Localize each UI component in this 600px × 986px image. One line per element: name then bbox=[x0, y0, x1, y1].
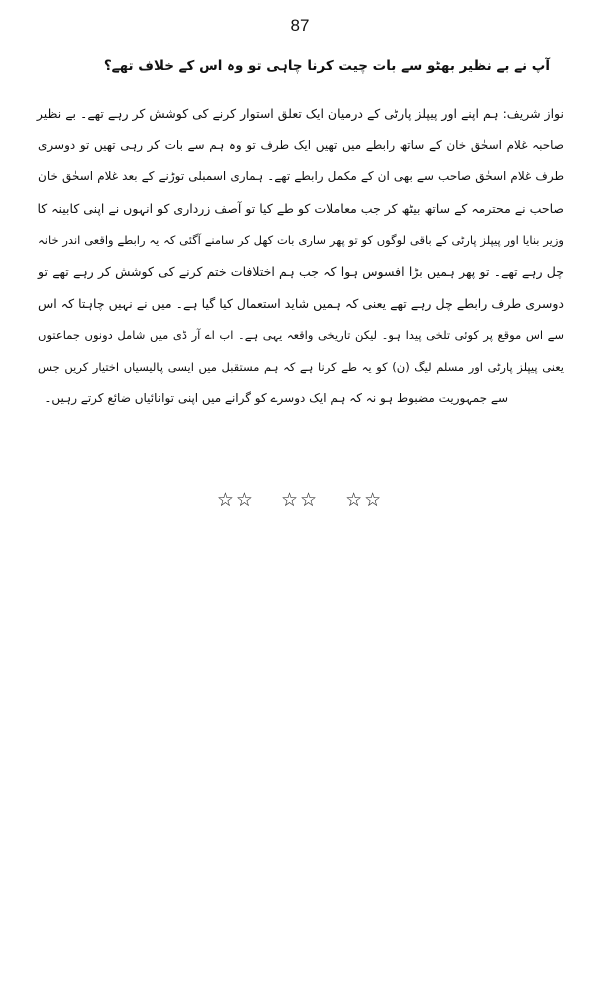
answer-line: چل رہے تھے۔ تو پھر ہمیں بڑا افسوس ہوا کہ جب ہم اختلافات ختم کرنے کی کوشش کر رہے تھے تو bbox=[38, 264, 564, 280]
answer-line: سے جمہوریت مضبوط ہو نہ کہ ہم ایک دوسرے کو گرانے میں اپنی توانائیاں ضائع کرتے رہیں۔ bbox=[44, 391, 508, 406]
page-number: 87 bbox=[290, 16, 310, 35]
answer-line: یعنی پیپلز پارٹی اور مسلم لیگ (ن) کو یہ طے کرنا ہے کہ ہم مستقبل میں ایسی پالیسیاں اختیار کریں جس bbox=[38, 359, 564, 374]
answer-line: نواز شریف: ہم اپنے اور پیپلز پارٹی کے درمیان ایک تعلق استوار کرنے کی کوشش کر رہے تھے۔ بے نظیر bbox=[36, 106, 564, 121]
answer-line: صاحبہ غلام اسحٰق خان کے ساتھ رابطے میں تھیں ایک طرف تو وہ ہم سے بات کر رہی تھیں تو دوسری bbox=[38, 137, 564, 152]
answer-line: طرف غلام اسحٰق صاحب سے بھی ان کے مکمل رابطے تھے۔ ہماری اسمبلی توڑنے کے بعد غلام اسحٰق خان bbox=[38, 169, 564, 184]
answer-paragraph bbox=[38, 98, 564, 415]
answer-line: صاحب نے محترمہ کے ساتھ بیٹھ کر جب معاملات کو طے کیا تو آصف زرداری کو انہوں نے اپنی کابینہ کا bbox=[37, 201, 564, 217]
answer-line: سے اس موقع پر کوئی تلخی پیدا ہو۔ لیکن تاریخی واقعہ یہی ہے۔ اب اے آر ڈی میں شامل دونوں جماعتوں bbox=[38, 327, 564, 342]
interview-question: آپ نے بے نظیر بھٹو سے بات چیت کرنا چاہی تو وہ اس کے خلاف تھے؟ bbox=[103, 58, 550, 74]
answer-line: دوسری طرف رابطے چل رہے تھے یعنی کہ ہمیں شاید استعمال کیا گیا ہے۔ میں نے نہیں چاہتا کہ اس bbox=[38, 296, 564, 312]
section-divider-stars: ☆☆ ☆☆ ☆☆ bbox=[216, 489, 384, 511]
answer-line: وزیر بنایا اور پیپلز پارٹی کے باقی لوگوں کو تو پھر ساری بات کھل کر سامنے آگئی کہ یہ رابطے واقعی اندر خانہ bbox=[38, 232, 564, 247]
